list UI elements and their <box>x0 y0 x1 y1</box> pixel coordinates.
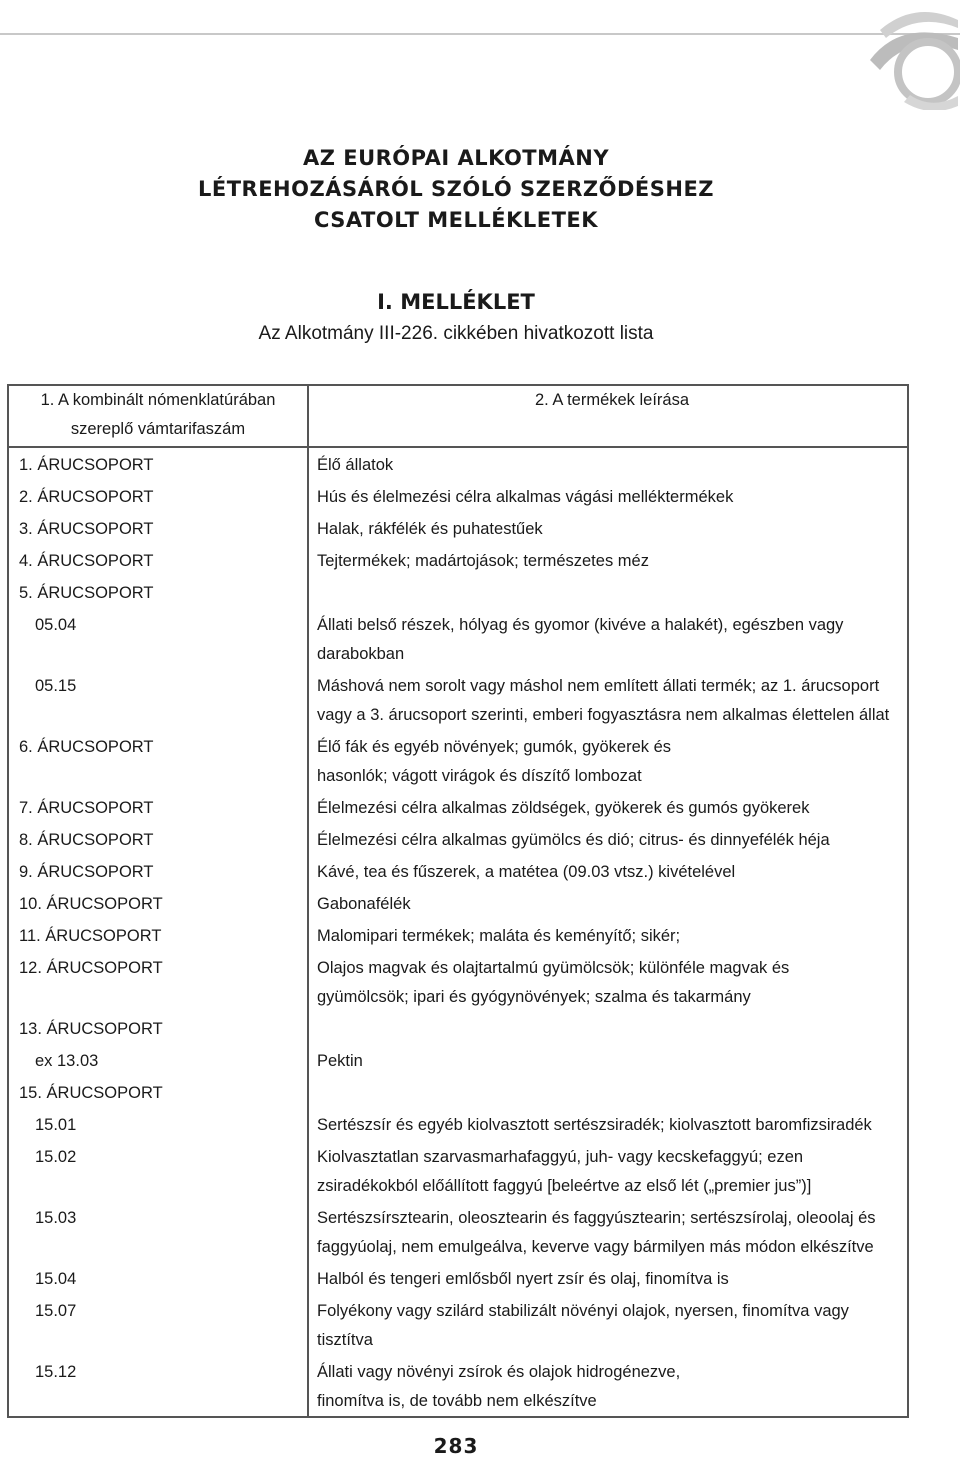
product-description-line: Állati belső részek, hólyag és gyomor (kivéve a halakét), egészben vagy darabokban <box>317 616 844 663</box>
table-row <box>8 919 908 951</box>
table-row <box>8 1012 908 1044</box>
product-description-line: Hús és élelmezési célra alkalmas vágási melléktermékek <box>317 488 734 506</box>
tariff-code: 10. ÁRUCSOPORT <box>19 895 163 913</box>
product-description-cell <box>308 1076 908 1108</box>
product-description-cell <box>308 951 908 1012</box>
table-row <box>8 512 908 544</box>
tariff-code: 15.01 <box>35 1116 77 1134</box>
table-row <box>8 1076 908 1108</box>
tariff-code: 15.12 <box>35 1363 77 1381</box>
product-description-cell <box>308 1012 908 1044</box>
product-description-line: Állati vagy növényi zsírok és olajok hidrogénezve, <box>317 1363 681 1381</box>
tariff-code: 4. ÁRUCSOPORT <box>19 552 154 570</box>
tariff-code: 1. ÁRUCSOPORT <box>19 456 154 474</box>
product-description-line: zsiradékokból előállított faggyú [beleértve az első lét („premier jus”)] <box>317 1177 812 1195</box>
tariff-code: 9. ÁRUCSOPORT <box>19 863 154 881</box>
tariff-code: 15.02 <box>35 1148 77 1166</box>
tariff-code-cell <box>8 1262 308 1294</box>
table-row <box>8 1140 908 1201</box>
product-description-line: Olajos magvak és olajtartalmú gyümölcsök; különféle magvak és <box>317 959 790 977</box>
product-description-line: Élelmezési célra alkalmas zöldségek, gyökerek és gumós gyökerek <box>317 799 810 817</box>
product-description-line: Sertészsír és egyéb kiolvasztott sertészsiradék; kiolvasztott baromfizsiradék <box>317 1116 872 1134</box>
annex-title: I. MELLÉKLET <box>377 290 535 314</box>
title-line-3: CSATOLT MELLÉKLETEK <box>313 208 599 232</box>
tariff-code: ex 13.03 <box>35 1052 99 1070</box>
table-row <box>8 1201 908 1262</box>
table-row <box>8 730 908 791</box>
product-description-line: vagy a 3. árucsoport szerinti, emberi fogyasztásra nem alkalmas élettelen állat <box>317 706 890 724</box>
product-description-line: Máshová nem sorolt vagy máshol nem említett állati termék; az 1. árucsoport <box>317 677 880 695</box>
product-description-line: Gabonafélék <box>317 895 411 913</box>
tariff-code: 12. ÁRUCSOPORT <box>19 959 163 977</box>
page-number: 283 <box>433 1434 479 1458</box>
product-description-cell <box>308 730 908 791</box>
product-description-cell <box>308 669 908 730</box>
table-row <box>8 608 908 669</box>
tariff-code-cell <box>8 447 308 480</box>
product-description-line: Halak, rákfélék és puhatestűek <box>317 520 543 538</box>
tariff-code: 05.04 <box>35 616 77 634</box>
product-description-line: Sertészsírsztearin, oleosztearin és faggyúsztearin; sertészsírolaj, oleoolaj és <box>317 1209 876 1227</box>
tariff-code-cell <box>8 1108 308 1140</box>
product-description-line: Folyékony vagy szilárd stabilizált növényi olajok, nyersen, finomítva vagy tisztítva <box>317 1302 849 1349</box>
product-description-line: gyümölcsök; ipari és gyógynövények; szalma és takarmány <box>317 988 751 1006</box>
top-rule <box>0 33 960 35</box>
tariff-code: 7. ÁRUCSOPORT <box>19 799 154 817</box>
annex-subtitle: Az Alkotmány III-226. cikkében hivatkozott lista <box>258 323 654 344</box>
tariff-code: 6. ÁRUCSOPORT <box>19 738 154 756</box>
tariff-table <box>7 384 909 1418</box>
product-description-cell <box>308 1201 908 1262</box>
table-row <box>8 669 908 730</box>
tariff-code-cell <box>8 1201 308 1262</box>
tariff-code-cell <box>8 1012 308 1044</box>
header-col1-line1: 1. A kombinált nómenklatúrában <box>40 391 276 409</box>
product-description-cell <box>308 608 908 669</box>
tariff-code-cell <box>8 669 308 730</box>
document-title <box>0 143 912 236</box>
table-row <box>8 480 908 512</box>
tariff-code-cell <box>8 480 308 512</box>
header-col1-line2: szereplő vámtarifaszám <box>70 420 246 438</box>
tariff-code: 15.03 <box>35 1209 77 1227</box>
table-row <box>8 1108 908 1140</box>
logo-icon <box>840 0 960 110</box>
tariff-code-cell <box>8 1355 308 1417</box>
tariff-code: 11. ÁRUCSOPORT <box>19 927 162 945</box>
product-description-line: faggyúolaj, nem emulgeálva, keverve vagy bármilyen más módon elkészítve <box>317 1238 874 1256</box>
product-description-line: hasonlók; vágott virágok és díszítő lombozat <box>317 767 642 785</box>
tariff-code: 3. ÁRUCSOPORT <box>19 520 154 538</box>
tariff-code-cell <box>8 1076 308 1108</box>
product-description-line: Tejtermékek; madártojások; természetes méz <box>317 552 649 570</box>
product-description-cell <box>308 1140 908 1201</box>
table-row <box>8 447 908 480</box>
tariff-code-cell <box>8 730 308 791</box>
tariff-code-cell <box>8 512 308 544</box>
product-description-cell <box>308 1262 908 1294</box>
tariff-code-cell <box>8 1140 308 1201</box>
product-description-cell <box>308 791 908 823</box>
tariff-code-cell <box>8 544 308 576</box>
product-description-line: Élő fák és egyéb növények; gumók, gyökerek és <box>317 738 672 756</box>
tariff-code: 8. ÁRUCSOPORT <box>19 831 154 849</box>
tariff-code-cell <box>8 919 308 951</box>
table-row <box>8 1355 908 1417</box>
product-description-cell <box>308 1044 908 1076</box>
table-row <box>8 823 908 855</box>
tariff-code: 15.04 <box>35 1270 77 1288</box>
table-row <box>8 887 908 919</box>
table-row <box>8 1294 908 1355</box>
tariff-code: 5. ÁRUCSOPORT <box>19 584 154 602</box>
tariff-code: 15.07 <box>35 1302 77 1320</box>
table-row <box>8 544 908 576</box>
product-description-line: Élő állatok <box>317 456 394 474</box>
table-row <box>8 576 908 608</box>
product-description-cell <box>308 544 908 576</box>
product-description-line: Kávé, tea és fűszerek, a matétea (09.03 vtsz.) kivételével <box>317 863 736 881</box>
table-row <box>8 855 908 887</box>
tariff-code: 2. ÁRUCSOPORT <box>19 488 154 506</box>
tariff-code-cell <box>8 887 308 919</box>
table-row <box>8 1262 908 1294</box>
product-description-cell <box>308 919 908 951</box>
header-col2: 2. A termékek leírása <box>308 385 908 447</box>
product-description-cell <box>308 512 908 544</box>
tariff-code-cell <box>8 951 308 1012</box>
product-description-line: Malomipari termékek; maláta és keményítő; sikér; <box>317 927 681 945</box>
tariff-code-cell <box>8 608 308 669</box>
product-description-cell <box>308 855 908 887</box>
table-row <box>8 1044 908 1076</box>
tariff-code-cell <box>8 1044 308 1076</box>
product-description-line: finomítva is, de tovább nem elkészítve <box>317 1392 597 1410</box>
product-description-cell <box>308 823 908 855</box>
title-line-1: AZ EURÓPAI ALKOTMÁNY <box>302 146 610 170</box>
title-line-2: LÉTREHOZÁSÁRÓL SZÓLÓ SZERZŐDÉSHEZ <box>197 177 715 201</box>
tariff-code-cell <box>8 1294 308 1355</box>
table-row <box>8 951 908 1012</box>
product-description-line: Halból és tengeri emlősből nyert zsír és olaj, finomítva is <box>317 1270 729 1288</box>
tariff-code-cell <box>8 576 308 608</box>
product-description-cell <box>308 1108 908 1140</box>
product-description-cell <box>308 480 908 512</box>
tariff-code: 13. ÁRUCSOPORT <box>19 1020 163 1038</box>
table-header-row <box>8 385 908 447</box>
tariff-code: 05.15 <box>35 677 77 695</box>
tariff-code-cell <box>8 791 308 823</box>
header-col1 <box>8 385 308 447</box>
tariff-code-cell <box>8 855 308 887</box>
tariff-code-cell <box>8 823 308 855</box>
product-description-line: Kiolvasztatlan szarvasmarhafaggyú, juh- vagy kecskefaggyú; ezen <box>317 1148 804 1166</box>
table-row <box>8 791 908 823</box>
product-description-cell <box>308 576 908 608</box>
product-description-line: Élelmezési célra alkalmas gyümölcs és dió; citrus- és dinnyefélék héja <box>317 831 830 849</box>
product-description-cell <box>308 1355 908 1417</box>
tariff-code: 15. ÁRUCSOPORT <box>19 1084 163 1102</box>
product-description-cell <box>308 887 908 919</box>
product-description-cell <box>308 1294 908 1355</box>
product-description-line: Pektin <box>317 1052 363 1070</box>
product-description-cell <box>308 447 908 480</box>
